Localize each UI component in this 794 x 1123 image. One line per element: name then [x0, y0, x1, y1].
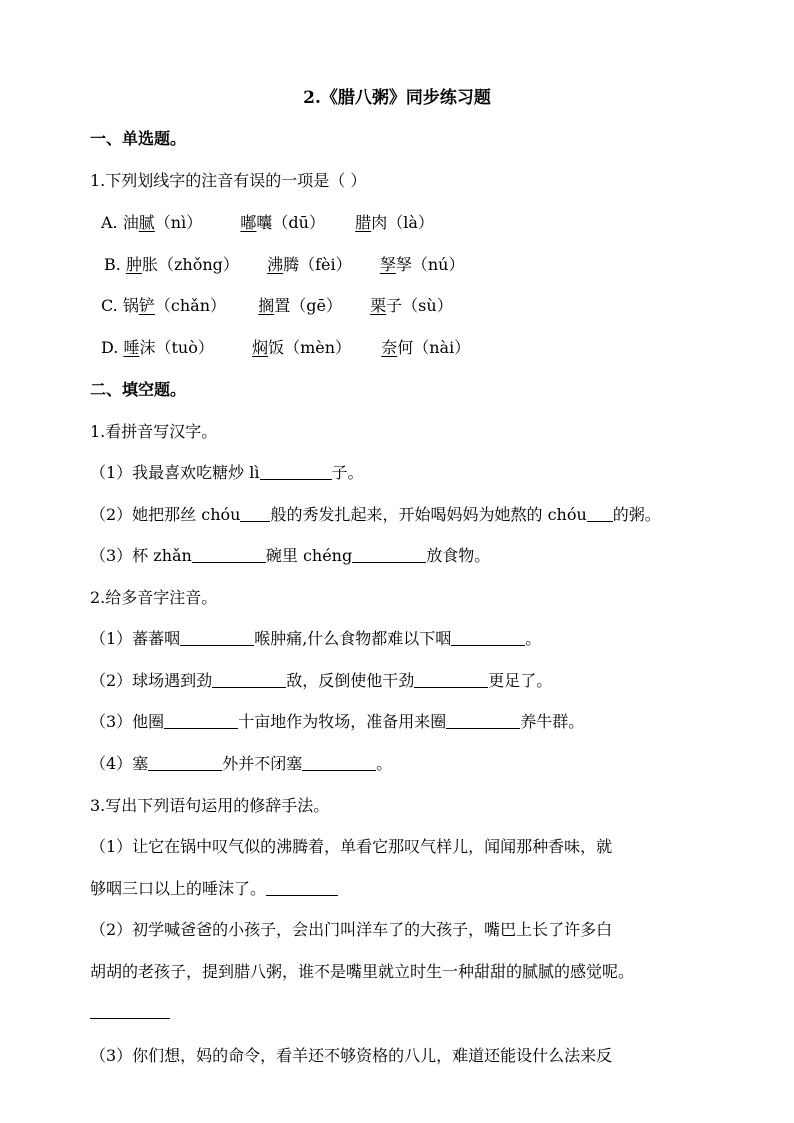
answer-blank[interactable]: [266, 879, 338, 896]
answer-blank[interactable]: [446, 712, 520, 729]
q2-item2: （2）球场遇到劲 敌，反倒使他干劲 更足了。: [90, 671, 553, 690]
q3-item1-line2: 够咽三口以上的唾沫了。: [90, 878, 338, 900]
answer-blank[interactable]: [587, 505, 613, 522]
q1-title: 1.看拼音写汉字。: [90, 422, 218, 441]
answer-blank[interactable]: [212, 671, 286, 688]
answer-blank[interactable]: [260, 463, 332, 480]
q2-item4: （4）塞 外并不闭塞 。: [90, 754, 393, 773]
answer-blank[interactable]: [240, 505, 270, 522]
option-a: A. 油腻（nì） 嘟囔（dū） 腊肉（là）: [101, 213, 434, 232]
q2-item1: （1）蕃蕃咽 喉肿痛,什么食物都难以下咽 。: [90, 629, 542, 648]
answer-blank[interactable]: [192, 546, 266, 563]
answer-blank[interactable]: [451, 629, 525, 646]
section1-heading: 一、单选题。: [90, 129, 187, 148]
answer-blank[interactable]: [352, 546, 426, 563]
q1-item2: （2）她把那丝 chóu 般的秀发扎起来，开始喝妈妈为她熬的 chóu 的粥。: [90, 505, 661, 524]
q3-title: 3.写出下列语句运用的修辞手法。: [90, 796, 330, 815]
q3-item1-line1: （1）让它在锅中叹气似的沸腾着，单看它那叹气样儿，闻闻那种香味，就: [90, 837, 613, 856]
option-b: B. 肿胀（zhǒng） 沸腾（fèi） 孥孥（nú）: [104, 255, 465, 274]
section2-heading: 二、填空题。: [90, 380, 187, 399]
q3-item3-line1: （3）你们想，妈的命令，看羊还不够资格的八儿，难道还能设什么法来反: [90, 1046, 613, 1065]
q1-item1: （1）我最喜欢吃糖炒 lì 子。: [90, 463, 364, 482]
answer-blank[interactable]: [414, 671, 488, 688]
q1-item3: （3）杯 zhǎn 碗里 chéng 放食物。: [90, 546, 491, 565]
page-title: 2.《腊八粥》同步练习题: [303, 88, 491, 108]
answer-blank[interactable]: [302, 754, 376, 771]
option-d: D. 唾沫（tuò） 焖饭（mèn） 奈何（nài）: [101, 338, 471, 357]
answer-blank[interactable]: [164, 712, 238, 729]
answer-blank[interactable]: [180, 629, 254, 646]
option-c: C. 锅铲（chǎn） 搁置（gē） 栗子（sù）: [101, 296, 453, 315]
q2-item3: （3）他圈 十亩地作为牧场，准备用来圈 养牛群。: [90, 712, 585, 731]
q3-item2-line2: 胡胡的老孩子，提到腊八粥，谁不是嘴里就立时生一种甜甜的腻腻的感觉呢。: [90, 962, 635, 981]
q2-title: 2.给多音字注音。: [90, 588, 218, 607]
answer-blank[interactable]: [90, 1018, 170, 1019]
q3-item2-line1: （2）初学喊爸爸的小孩子，会出门叫洋车了的大孩子，嘴巴上长了许多白: [90, 920, 613, 939]
answer-blank[interactable]: [148, 754, 222, 771]
section1-question: 1.下列划线字的注音有误的一项是（ ）: [90, 171, 367, 190]
